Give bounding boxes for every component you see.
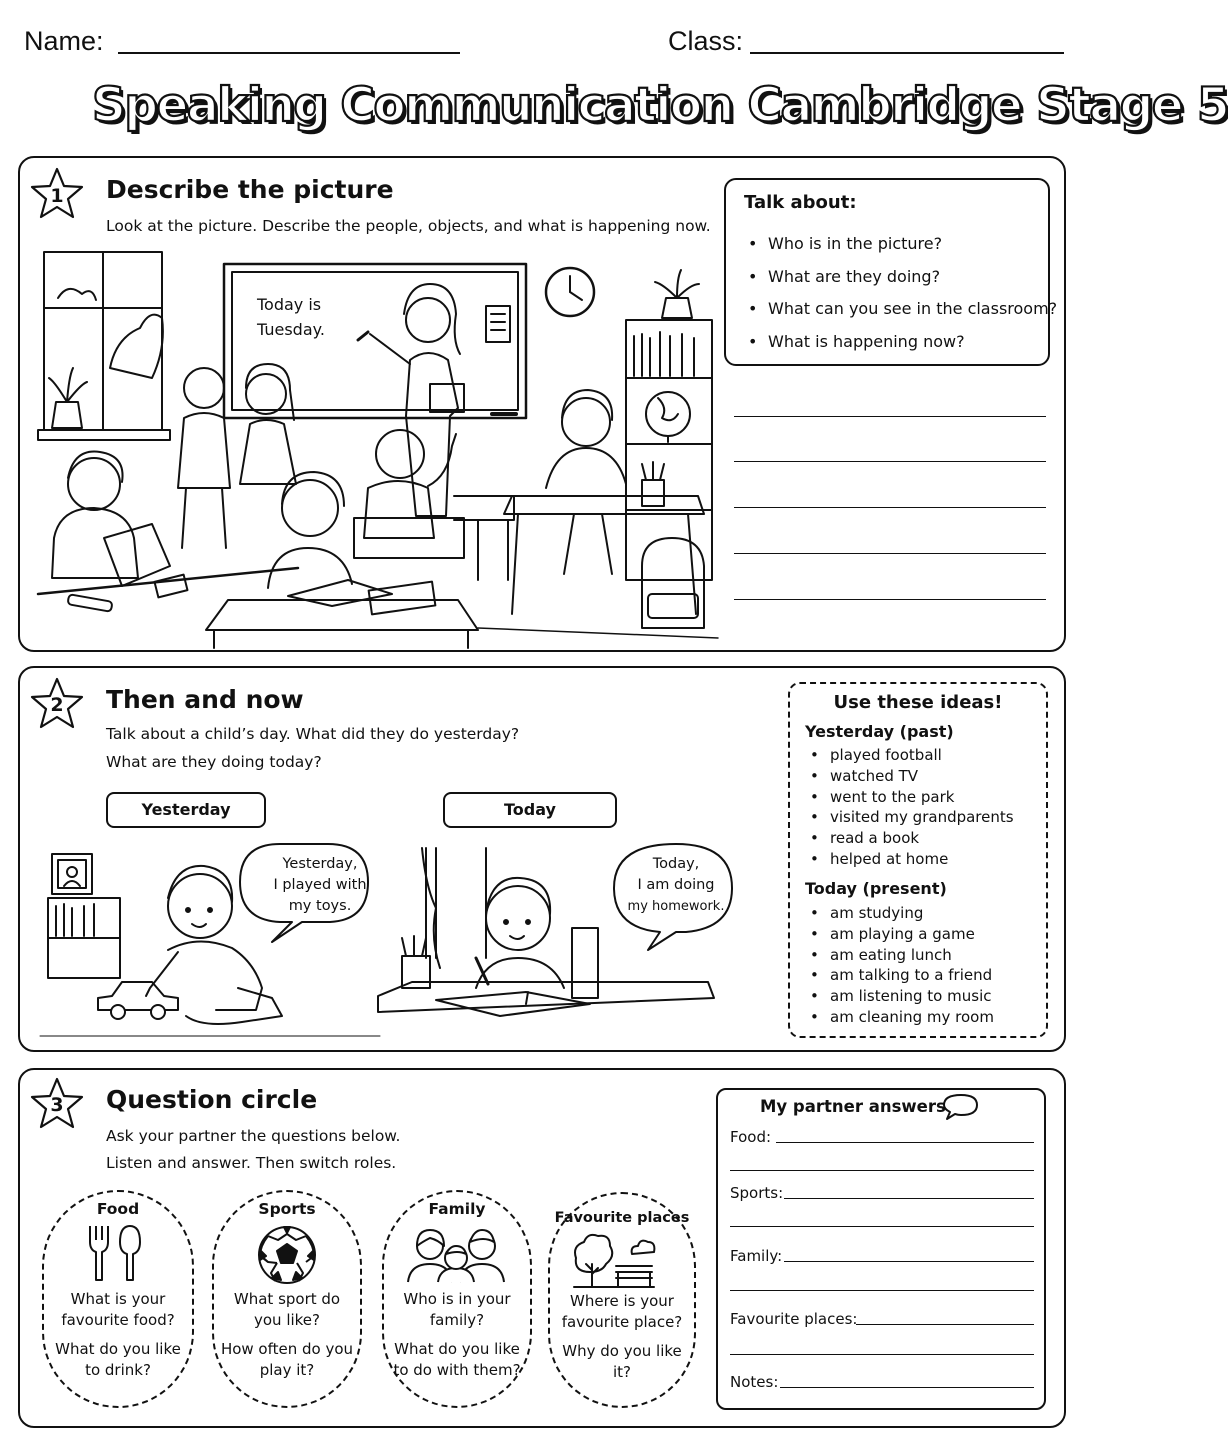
- question-line: to drink?: [85, 1361, 151, 1379]
- park-icon: [572, 1232, 656, 1288]
- ideas-present-item: • am playing a game: [806, 924, 994, 945]
- ideas-past-item: • read a book: [806, 828, 1014, 849]
- partner-family-label: Family:: [730, 1247, 783, 1265]
- question-line: Who is in your: [403, 1290, 511, 1308]
- section-instruction-1: Talk about a child’s day. What did they do yesterday?: [106, 725, 520, 743]
- talk-about-item: • What is happening now?: [744, 326, 1057, 359]
- today-bubble-line: my homework.: [627, 899, 725, 914]
- talk-about-item: • What are they doing?: [744, 261, 1057, 294]
- question-line: Why do you like: [562, 1342, 682, 1360]
- writing-line[interactable]: [734, 599, 1046, 600]
- question-line: you like?: [253, 1311, 320, 1329]
- ideas-present-item: • am cleaning my room: [806, 1007, 994, 1028]
- today-label: Today: [443, 792, 617, 828]
- page-title: Speaking Communication Cambridge Stage 5: [92, 78, 1228, 133]
- name-label: Name:: [24, 26, 104, 56]
- section-instruction-2: Listen and answer. Then switch roles.: [106, 1154, 397, 1172]
- partner-sports-line[interactable]: [784, 1198, 1034, 1199]
- ideas-present-item: • am listening to music: [806, 986, 994, 1007]
- talk-about-item: • What can you see in the classroom?: [744, 293, 1057, 326]
- football-icon: [256, 1224, 318, 1286]
- question-line: What is your: [70, 1290, 166, 1308]
- ideas-present-list: [806, 903, 994, 1028]
- ideas-present-item: • am studying: [806, 903, 994, 924]
- question-line: favourite place?: [561, 1313, 683, 1331]
- question-line: to do with them?: [393, 1361, 521, 1379]
- class-line[interactable]: [750, 52, 1064, 54]
- question-line: What do you like: [55, 1340, 181, 1358]
- writing-line[interactable]: [734, 461, 1046, 462]
- yesterday-bubble-line: Yesterday,: [282, 856, 358, 872]
- circle-question-2: [42, 1339, 194, 1381]
- circle-question-1: [42, 1289, 194, 1331]
- partner-places-line[interactable]: [856, 1324, 1034, 1325]
- partner-notes-line[interactable]: [780, 1387, 1034, 1388]
- partner-food-label: Food:: [730, 1128, 772, 1146]
- section-instruction-1: Ask your partner the questions below.: [106, 1127, 401, 1145]
- ideas-present-item: • am eating lunch: [806, 945, 994, 966]
- question-line: Where is your: [570, 1292, 674, 1310]
- question-line: it?: [612, 1363, 631, 1381]
- board-text: [257, 292, 325, 342]
- today-bubble-line: I am doing: [637, 877, 715, 893]
- yesterday-bubble: [262, 854, 378, 917]
- circle-title: Sports: [258, 1200, 316, 1218]
- section-instruction: Look at the picture. Describe the people, objects, and what is happening now.: [106, 217, 711, 235]
- question-line: play it?: [259, 1361, 315, 1379]
- family-icon: [404, 1226, 508, 1284]
- ideas-present-title: Today (present): [805, 879, 947, 898]
- writing-line[interactable]: [734, 507, 1046, 508]
- yesterday-bubble-line: my toys.: [288, 898, 352, 914]
- partner-family-line[interactable]: [784, 1261, 1034, 1262]
- ideas-past-item: • helped at home: [806, 849, 1014, 870]
- ideas-present-item: • am talking to a friend: [806, 965, 994, 986]
- board-text-line-2: Tuesday.: [257, 320, 325, 339]
- ideas-past-item: • watched TV: [806, 766, 1014, 787]
- ideas-past-item: • played football: [806, 745, 1014, 766]
- yesterday-bubble-line: I played with: [273, 877, 367, 893]
- circle-title: Food: [96, 1200, 140, 1218]
- speech-bubble-icon: [942, 1092, 980, 1122]
- question-line: What sport do: [233, 1290, 341, 1308]
- partner-places-label: Favourite places:: [730, 1310, 858, 1328]
- section-number: 2: [50, 694, 64, 716]
- today-bubble-line: Today,: [652, 856, 700, 872]
- section-title: Then and now: [106, 685, 304, 714]
- partner-family-line-2[interactable]: [730, 1290, 1034, 1291]
- ideas-past-title: Yesterday (past): [805, 722, 954, 741]
- today-bubble: [620, 854, 732, 917]
- section-number: 3: [50, 1094, 64, 1116]
- circle-title: Family: [428, 1200, 486, 1218]
- partner-food-line[interactable]: [776, 1142, 1034, 1143]
- section-instruction-2: What are they doing today?: [106, 753, 322, 771]
- question-line: What do you like: [394, 1340, 520, 1358]
- talk-about-list: [744, 228, 1057, 358]
- circle-question-1: [212, 1289, 362, 1331]
- classroom-illustration: [38, 248, 718, 648]
- circle-question-2: [212, 1339, 362, 1381]
- section-number: 1: [50, 185, 64, 207]
- fork-spoon-icon: [82, 1224, 152, 1284]
- talk-about-item: • Who is in the picture?: [744, 228, 1057, 261]
- question-line: How often do you: [220, 1340, 354, 1358]
- ideas-past-list: [806, 745, 1014, 870]
- writing-line[interactable]: [734, 553, 1046, 554]
- partner-sports-line-2[interactable]: [730, 1226, 1034, 1227]
- board-text-line-1: Today is: [257, 295, 322, 314]
- section-title: Question circle: [106, 1085, 318, 1114]
- question-line: favourite food?: [61, 1311, 175, 1329]
- partner-notes-label: Notes:: [730, 1373, 779, 1391]
- talk-about-title: Talk about:: [744, 192, 857, 213]
- partner-sports-label: Sports:: [730, 1184, 784, 1202]
- writing-line[interactable]: [734, 416, 1046, 417]
- circle-question-1: [382, 1289, 532, 1331]
- ideas-title: Use these ideas!: [833, 692, 1003, 713]
- partner-places-line-2[interactable]: [730, 1354, 1034, 1355]
- circle-question-1: [548, 1291, 696, 1333]
- question-line: family?: [429, 1311, 485, 1329]
- circle-title: Favourite places: [554, 1210, 690, 1226]
- name-line[interactable]: [118, 52, 460, 54]
- partner-answers-title: My partner answers: [760, 1097, 946, 1116]
- partner-food-line-2[interactable]: [730, 1170, 1034, 1171]
- circle-question-2: [382, 1339, 532, 1381]
- section-title: Describe the picture: [106, 175, 394, 204]
- ideas-past-item: • visited my grandparents: [806, 807, 1014, 828]
- class-label: Class:: [668, 26, 744, 56]
- yesterday-label: Yesterday: [106, 792, 266, 828]
- ideas-past-item: • went to the park: [806, 787, 1014, 808]
- circle-question-2: [548, 1341, 696, 1383]
